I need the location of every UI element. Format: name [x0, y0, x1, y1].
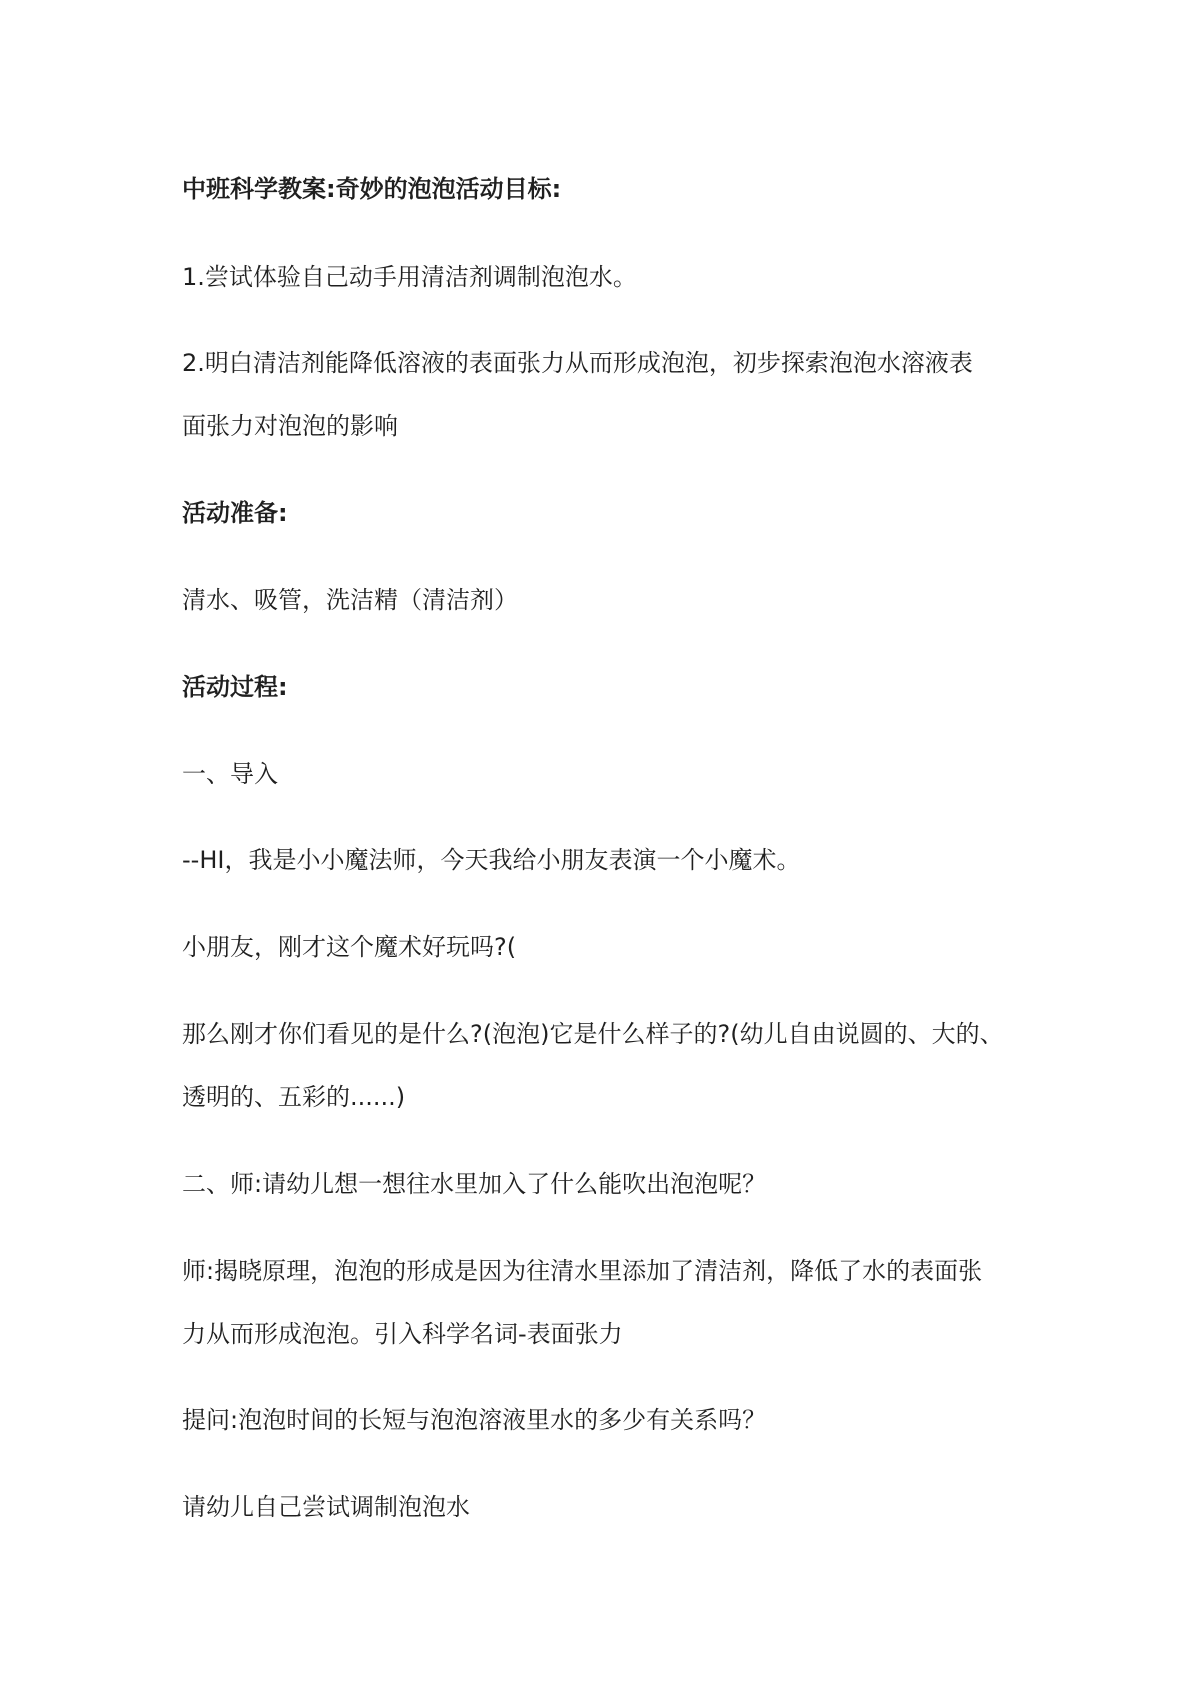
goal-2-line-1: 2.明白清洁剂能降低溶液的表面张力从而形成泡泡，初步探索泡泡水溶液表 [182, 349, 973, 377]
section-2-title: 二、师:请幼儿想一想往水里加入了什么能吹出泡泡呢？ [182, 1170, 767, 1198]
reveal-line-2: 力从而形成泡泡。引入科学名词-表面张力 [182, 1320, 623, 1348]
question-2-line-1: 那么刚才你们看见的是什么?(泡泡)它是什么样子的?(幼儿自由说圆的、大的、 [182, 1020, 1004, 1048]
reveal-line-1: 师:揭晓原理，泡泡的形成是因为往清水里添加了清洁剂，降低了水的表面张 [182, 1257, 983, 1285]
process-heading: 活动过程: [182, 673, 288, 701]
question-1: 小朋友，刚才这个魔术好玩吗?( [182, 933, 517, 961]
document-title: 中班科学教案:奇妙的泡泡活动目标: [182, 175, 562, 203]
section-1-title: 一、导入 [182, 760, 278, 788]
goal-1: 1.尝试体验自己动手用清洁剂调制泡泡水。 [182, 263, 637, 291]
prep-heading: 活动准备: [182, 499, 288, 527]
intro-line: --HI，我是小小魔法师，今天我给小朋友表演一个小魔术。 [182, 846, 801, 874]
prep-items: 清水、吸管，洗洁精（清洁剂） [182, 586, 518, 614]
question-3: 提问:泡泡时间的长短与泡泡溶液里水的多少有关系吗？ [182, 1406, 767, 1434]
question-2-line-2: 透明的、五彩的......) [182, 1083, 406, 1111]
goal-2-line-2: 面张力对泡泡的影响 [182, 412, 398, 440]
activity-line: 请幼儿自己尝试调制泡泡水 [182, 1493, 470, 1521]
